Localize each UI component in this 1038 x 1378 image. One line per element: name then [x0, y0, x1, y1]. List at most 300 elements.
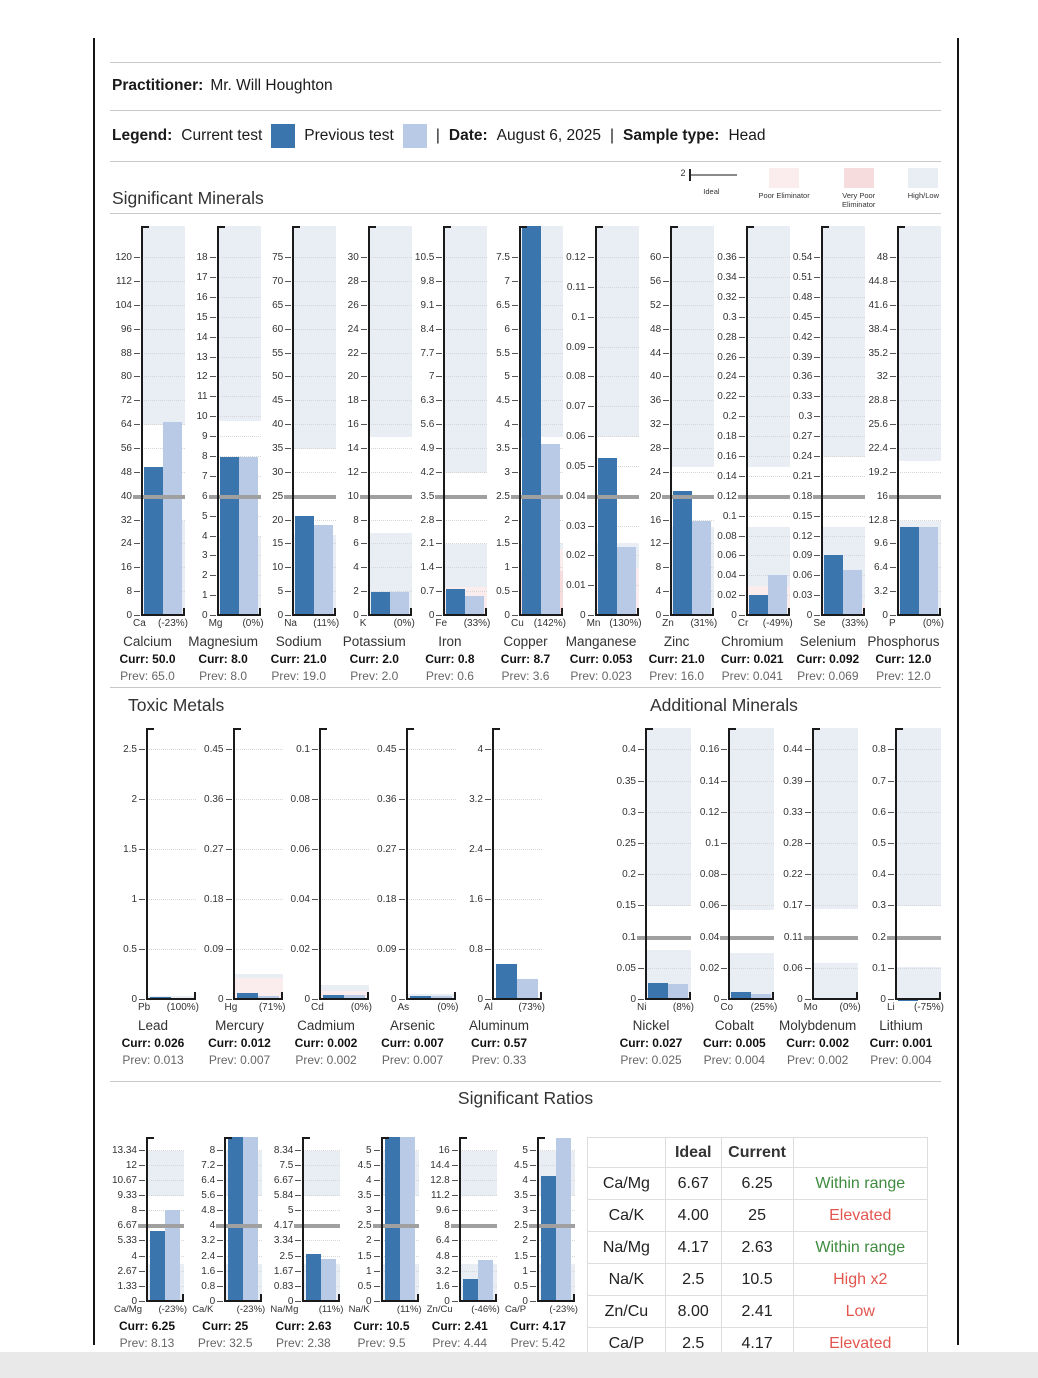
tick-label: 0 — [202, 610, 208, 621]
tick-mark — [512, 567, 518, 568]
plot-area — [895, 728, 941, 1000]
x-axis — [292, 614, 336, 616]
plot-area — [217, 226, 261, 616]
gridline — [233, 899, 283, 900]
chart-Zn-Cu — [423, 1137, 500, 1360]
tick-mark — [452, 1195, 458, 1196]
tick-mark — [452, 1150, 458, 1151]
gridline — [302, 1150, 340, 1151]
axis-label-row — [861, 1002, 944, 1015]
tick-mark — [588, 257, 594, 258]
gridline — [728, 781, 774, 782]
tick-label: 0 — [882, 610, 888, 621]
tick-label: 0.27 — [377, 844, 397, 856]
tick-mark — [285, 257, 291, 258]
ratio-name: Ca/K — [588, 1200, 666, 1232]
tick-mark — [588, 555, 594, 556]
mineral-name: Magnesium — [188, 634, 258, 649]
tick-label: 0.28 — [783, 838, 803, 850]
gridline — [406, 849, 456, 850]
x-axis — [381, 1300, 419, 1302]
tick-label: 7.2 — [201, 1159, 216, 1171]
tick-label: 0.22 — [783, 869, 803, 881]
tick-label: 8 — [126, 586, 132, 598]
tick-mark — [890, 400, 896, 401]
tick-mark — [805, 905, 811, 906]
tick-label: 18 — [347, 395, 359, 407]
tick-mark — [739, 277, 745, 278]
gridline — [141, 400, 185, 401]
axis-symbol: Ca/P — [504, 1304, 527, 1315]
current-value: Curr: 2.0 — [349, 652, 399, 666]
tick-mark — [739, 396, 745, 397]
tick-label: 7.7 — [420, 347, 435, 359]
tick-label: 2.67 — [117, 1265, 137, 1277]
tick-mark — [312, 999, 318, 1000]
y-axis — [812, 728, 814, 1000]
x-axis-cap — [454, 992, 456, 1000]
tick-label: 0.08 — [566, 371, 586, 383]
tick-label: 4.5 — [357, 1159, 372, 1171]
tick-label: 4 — [655, 586, 662, 598]
axis-symbol: Ca/Mg — [114, 1304, 142, 1315]
tick-mark — [139, 1210, 145, 1211]
toxic-metals-title: Toxic Metals — [128, 695, 225, 715]
ratio-ideal: 8.00 — [665, 1296, 721, 1328]
tick-mark — [805, 749, 811, 750]
tick-mark — [139, 899, 145, 900]
tick-label: 16 — [650, 514, 662, 526]
previous-value: Prev: 19.0 — [271, 669, 327, 683]
tick-label: 0.04 — [566, 490, 586, 502]
axis-percent-change: (33%) — [463, 618, 491, 629]
tick-mark — [139, 1165, 145, 1166]
previous-value: Prev: 0.023 — [570, 669, 632, 683]
y-axis — [443, 226, 445, 616]
tick-mark — [217, 1301, 223, 1302]
chart-Fe — [412, 226, 491, 683]
gridline — [746, 277, 790, 278]
tick-mark — [721, 781, 727, 782]
tick-mark — [814, 416, 820, 417]
tick-label: 0.8 — [201, 1280, 216, 1292]
axis-label-row — [488, 618, 566, 631]
tick-mark — [588, 317, 594, 318]
previous-bar — [556, 1138, 571, 1302]
tick-label: 0 — [428, 610, 435, 621]
tick-label: 3.2 — [201, 1235, 216, 1247]
tick-label: 16 — [196, 291, 208, 303]
y-axis-cap — [492, 728, 500, 730]
gridline — [897, 353, 941, 354]
axis-label-row — [188, 1304, 266, 1317]
tick-mark — [210, 516, 216, 517]
tick-label: 4.5 — [496, 395, 510, 407]
tick-label: 0.06 — [792, 570, 813, 582]
tick-mark — [312, 949, 318, 950]
tick-label: 0 — [731, 610, 737, 621]
tick-label: 2 — [353, 586, 359, 598]
gridline — [746, 337, 790, 338]
tick-mark — [721, 812, 727, 813]
tick-label: 0.04 — [699, 931, 720, 943]
tick-mark — [374, 1301, 380, 1302]
tick-label: 0.14 — [699, 775, 720, 787]
tick-mark — [285, 591, 291, 592]
x-axis — [233, 998, 283, 1000]
tick-mark — [739, 376, 745, 377]
tick-mark — [374, 1195, 380, 1196]
tick-label: 0.3 — [722, 311, 737, 323]
tick-label: 0 — [217, 994, 224, 1005]
gridline — [217, 396, 261, 397]
tick-mark — [210, 297, 216, 298]
gridline — [146, 1165, 184, 1166]
gridline — [812, 812, 858, 813]
tick-label: 0.02 — [290, 944, 310, 956]
gridline — [319, 949, 369, 950]
plot-area — [146, 1137, 184, 1302]
axis-symbol: Na/Mg — [270, 1304, 299, 1315]
axis-label-row — [501, 1304, 578, 1317]
tick-mark — [399, 899, 405, 900]
tick-label: 19.2 — [868, 466, 888, 478]
tick-label: 7.5 — [496, 252, 510, 264]
tick-mark — [452, 1240, 458, 1241]
tick-label: 26 — [347, 299, 359, 311]
tick-label: 4 — [477, 744, 483, 756]
tick-label: 0.08 — [717, 530, 737, 542]
tick-label: 0 — [126, 610, 132, 621]
chart-key — [680, 168, 939, 209]
tick-mark — [361, 281, 367, 282]
tick-mark — [485, 899, 491, 900]
ratio-charts — [110, 1137, 578, 1360]
tick-mark — [739, 257, 745, 258]
ideal-key-label: Ideal — [703, 187, 720, 196]
gridline — [821, 436, 865, 437]
gridline — [897, 400, 941, 401]
axis-symbol: Co — [720, 1002, 734, 1013]
x-axis-cap — [367, 992, 369, 1000]
tick-label: 41.6 — [868, 299, 888, 311]
tick-mark — [739, 297, 745, 298]
gridline — [217, 416, 261, 417]
tick-mark — [638, 968, 644, 969]
tick-label: 0.51 — [792, 272, 813, 284]
gridline — [645, 812, 691, 813]
tick-mark — [814, 396, 820, 397]
gridline — [492, 899, 542, 900]
y-axis — [233, 728, 235, 1000]
current-bar — [150, 1231, 165, 1302]
tick-label: 6 — [353, 538, 359, 550]
axis-percent-change: (0%) — [242, 618, 264, 629]
tick-mark — [663, 353, 669, 354]
tick-label: 88 — [120, 347, 132, 359]
gridline — [217, 297, 261, 298]
gridline — [897, 281, 941, 282]
y-axis-cap — [146, 1137, 154, 1139]
tick-label: 96 — [120, 323, 132, 335]
tick-mark — [890, 281, 896, 282]
tick-mark — [285, 305, 291, 306]
chart-Ca-P — [501, 1137, 578, 1360]
tick-label: 12 — [196, 371, 208, 383]
plot-wrap — [110, 1137, 184, 1307]
axis-symbol: Hg — [224, 1002, 238, 1013]
x-axis-cap — [573, 1294, 575, 1302]
tick-label: 0.27 — [792, 431, 813, 443]
current-value: Curr: 0.027 — [619, 1036, 683, 1050]
gridline — [406, 749, 456, 750]
tick-mark — [805, 874, 811, 875]
tick-mark — [295, 1165, 301, 1166]
x-axis-cap — [712, 608, 714, 616]
tick-label: 9.1 — [420, 299, 435, 311]
tick-mark — [663, 615, 669, 616]
ratio-ideal: 2.5 — [665, 1264, 721, 1296]
gridline — [645, 749, 691, 750]
tick-label: 40 — [650, 371, 662, 383]
current-value: Curr: 0.8 — [425, 652, 475, 666]
gridline — [443, 353, 487, 354]
tick-mark — [134, 305, 140, 306]
tick-label: 8.34 — [273, 1144, 294, 1156]
ratio-status: Within range — [793, 1168, 927, 1200]
tick-mark — [485, 999, 491, 1000]
tick-label: 15 — [196, 311, 208, 323]
axis-symbol: Mg — [208, 618, 223, 629]
tick-mark — [638, 905, 644, 906]
previous-bar — [465, 596, 484, 616]
gridline — [812, 905, 858, 906]
tick-mark — [888, 999, 894, 1000]
tick-mark — [739, 337, 745, 338]
chart-Al — [456, 728, 545, 1067]
tick-label: 0 — [806, 610, 813, 621]
gridline — [746, 396, 790, 397]
axis-percent-change: (71%) — [258, 1002, 286, 1013]
tick-label: 4.5 — [514, 1159, 528, 1171]
tick-mark — [139, 999, 145, 1000]
gridline — [746, 436, 790, 437]
axis-label-row — [423, 1304, 500, 1317]
tick-label: 72 — [120, 395, 132, 407]
chart-Ni — [611, 728, 694, 1067]
tick-label: 2.1 — [420, 538, 435, 550]
axis-label-row — [197, 1002, 286, 1015]
ratio-name: Na/K — [588, 1264, 666, 1296]
plot-wrap — [283, 728, 369, 1005]
tick-label: 0 — [131, 1296, 137, 1307]
plot-wrap — [110, 728, 196, 1005]
gridline — [821, 337, 865, 338]
previous-value: Prev: 0.041 — [721, 669, 783, 683]
current-value: Curr: 2.41 — [431, 1319, 488, 1333]
tick-mark — [890, 329, 896, 330]
gridline — [368, 305, 412, 306]
gridline — [217, 337, 261, 338]
previous-bar — [400, 1137, 415, 1302]
tick-label: 3 — [202, 550, 208, 562]
tick-label: 50 — [272, 371, 284, 383]
tick-mark — [452, 1286, 458, 1287]
tick-mark — [139, 1180, 145, 1181]
tick-label: 22 — [347, 347, 359, 359]
gridline — [443, 520, 487, 521]
axis-percent-change: (-46%) — [471, 1304, 500, 1315]
tick-label: 64 — [120, 419, 132, 431]
tick-mark — [285, 424, 291, 425]
gridline — [897, 520, 941, 521]
practitioner-row — [110, 63, 941, 111]
tick-label: 0.02 — [717, 590, 737, 602]
gridline — [670, 472, 714, 473]
plot-wrap — [501, 1137, 575, 1307]
gridline — [459, 1240, 497, 1241]
tick-label: 0.06 — [783, 962, 803, 974]
tick-label: 7 — [428, 371, 435, 383]
tick-label: 2.5 — [123, 744, 137, 756]
very-poor-eliminator-key — [826, 168, 892, 209]
tick-label: 56 — [650, 276, 662, 288]
tick-mark — [139, 1301, 145, 1302]
axis-percent-change: (-23%) — [158, 1304, 187, 1315]
tick-label: 35 — [272, 443, 284, 455]
tick-mark — [134, 281, 140, 282]
gridline — [233, 749, 283, 750]
tick-mark — [721, 968, 727, 969]
tick-mark — [814, 317, 820, 318]
high-band — [728, 728, 774, 910]
current-value: Curr: 21.0 — [648, 652, 705, 666]
tick-label: 0 — [522, 1296, 528, 1307]
tick-label: 0.21 — [792, 470, 813, 482]
tick-mark — [210, 595, 216, 596]
x-axis-cap — [194, 992, 196, 1000]
gridline — [821, 357, 865, 358]
gridline — [459, 1210, 497, 1211]
tick-label: 0.06 — [290, 844, 310, 856]
y-axis-cap — [895, 728, 903, 730]
current-bar — [220, 457, 239, 616]
previous-bar — [517, 979, 538, 1000]
gridline — [459, 1150, 497, 1151]
previous-value: Prev: 32.5 — [197, 1336, 253, 1350]
axis-symbol: Zn/Cu — [426, 1304, 453, 1315]
gridline — [746, 297, 790, 298]
significant-ratios-header-row — [110, 1081, 941, 1113]
gridline — [141, 305, 185, 306]
tick-label: 5.6 — [201, 1190, 216, 1202]
tick-label: 0.1 — [571, 311, 586, 323]
tick-label: 48 — [876, 252, 888, 264]
axis-label-row — [639, 618, 718, 631]
tick-label: 0.5 — [872, 838, 886, 850]
tick-label: 0 — [797, 994, 803, 1005]
current-bar — [371, 592, 390, 616]
gridline — [746, 357, 790, 358]
tick-label: 0.4 — [872, 869, 886, 881]
tick-mark — [285, 567, 291, 568]
gridline — [406, 899, 456, 900]
x-axis-cap — [334, 608, 336, 616]
tick-mark — [638, 999, 644, 1000]
ratio-current: 25 — [721, 1200, 793, 1232]
tick-mark — [814, 277, 820, 278]
gridline — [895, 781, 941, 782]
x-axis — [146, 998, 196, 1000]
tick-label: 24 — [650, 466, 662, 478]
axis-label-row — [611, 1002, 694, 1015]
tick-mark — [530, 1165, 536, 1166]
plot-wrap — [694, 728, 774, 1005]
tick-label: 4.2 — [420, 466, 435, 478]
tick-mark — [888, 781, 894, 782]
plot-area — [519, 226, 563, 616]
tick-label: 2.5 — [514, 1220, 528, 1232]
gridline — [217, 376, 261, 377]
current-value: Curr: 0.005 — [702, 1036, 766, 1050]
legend-row — [110, 111, 941, 162]
y-axis — [670, 226, 672, 616]
axis-percent-change: (100%) — [166, 1002, 199, 1013]
tick-label: 0.07 — [566, 401, 586, 413]
tick-mark — [226, 899, 232, 900]
gridline — [821, 317, 865, 318]
gridline — [821, 277, 865, 278]
y-axis — [302, 1137, 304, 1302]
y-axis-cap — [728, 728, 736, 730]
gridline — [368, 543, 412, 544]
axis-percent-change: (-23%) — [549, 1304, 578, 1315]
tick-label: 0.39 — [783, 775, 803, 787]
gridline — [406, 799, 456, 800]
tick-mark — [888, 749, 894, 750]
tick-mark — [210, 456, 216, 457]
tick-mark — [295, 1240, 301, 1241]
axis-percent-change: (11%) — [313, 618, 340, 629]
tick-mark — [530, 1195, 536, 1196]
gridline — [443, 448, 487, 449]
gridline — [895, 812, 941, 813]
previous-bar — [314, 525, 333, 616]
high-band — [645, 728, 691, 906]
gridline — [292, 400, 336, 401]
tick-mark — [805, 843, 811, 844]
current-bar — [306, 1254, 321, 1302]
gridline — [492, 749, 542, 750]
mineral-name: Zinc — [663, 634, 690, 649]
tick-label: 12 — [125, 1159, 137, 1171]
high-low-label: High/Low — [907, 191, 939, 200]
ratio-current: 10.5 — [721, 1264, 793, 1296]
tick-mark — [888, 812, 894, 813]
y-axis — [821, 226, 823, 616]
tick-mark — [890, 257, 896, 258]
gridline — [459, 1165, 497, 1166]
gridline — [821, 456, 865, 457]
tick-mark — [217, 1286, 223, 1287]
x-axis — [141, 614, 185, 616]
gridline — [595, 376, 639, 377]
tick-label: 16 — [876, 490, 888, 502]
tick-label: 0.32 — [717, 291, 737, 303]
tick-mark — [530, 1180, 536, 1181]
tick-mark — [739, 317, 745, 318]
previous-value: Prev: 12.0 — [876, 669, 931, 683]
